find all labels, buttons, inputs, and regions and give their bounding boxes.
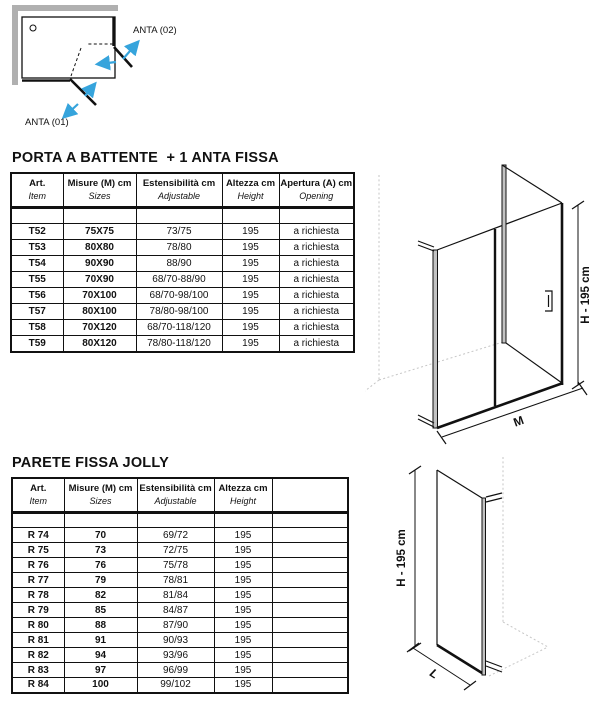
arrow-anta02-out-icon [123,43,137,59]
table-row: T58 70X120 68/70-118/120 195 a richiesta [11,320,354,336]
col-misure: Misure (M) cm Sizes [63,173,136,208]
arrow-anta01-out-icon [65,104,78,116]
opening-direction-arrows [65,43,137,116]
dim-width-label: L [427,665,442,682]
construction-dotted-lines [489,457,548,676]
table2-header-row [12,478,348,513]
label-anta02: ANTA (02) [133,25,177,36]
door-swing-dashed [71,44,113,76]
table-row: T57 80X100 78/80-98/100 195 a richiesta [11,304,354,320]
table-row: R 81 91 90/93 195 [12,633,348,648]
iso-drawing-fixed-panel [390,445,604,712]
arrow-anta01-in-icon [85,85,94,96]
section1-title: PORTA A BATTENTE + 1 ANTA FISSA [12,150,279,166]
col-altezza: Altezza cm Height [222,173,279,208]
open-doors [70,47,132,105]
parete-fissa-table [11,477,349,694]
iso-drawing-door-assembly [365,145,604,445]
door-anta02-open [114,47,132,67]
table-row: R 83 97 96/99 195 [12,663,348,678]
col-altezza: Altezza cm Height [214,478,272,513]
dim-height-label: H - 195 cm [580,266,592,324]
dimension-width [437,382,587,444]
door-anta01-open [70,79,96,105]
dimension-height [572,201,592,389]
dimension-width [407,643,476,690]
shower-tray-outline [22,17,115,78]
col-estensibilita: Estensibilità cm Adjustable [137,478,214,513]
col-art: Art. Item [12,478,64,513]
col-empty [272,478,348,513]
table-row: T52 75X75 73/75 195 a richiesta [11,224,354,240]
table-row: T54 90X90 88/90 195 a richiesta [11,256,354,272]
door-handle-icon [545,291,552,311]
plan-diagram [0,0,310,140]
dim-height-label: H - 195 cm [396,529,408,587]
dimension-height [396,466,421,651]
wall-profile-ticks [486,493,502,672]
table-row: T53 80X80 78/80 195 a richiesta [11,240,354,256]
col-art: Art. Item [11,173,63,208]
spacer-row [12,513,348,528]
table-row: R 82 94 93/96 195 [12,648,348,663]
table-row: R 75 73 72/75 195 [12,543,348,558]
col-apertura: Apertura (A) cm Opening [279,173,354,208]
table1-header-row [11,173,354,208]
table-row: R 74 70 69/72 195 [12,528,348,543]
col-misure: Misure (M) cm Sizes [64,478,137,513]
dim-width-label: M [511,412,526,430]
label-anta01: ANTA (01) [25,117,69,128]
table-row: R 80 88 87/90 195 [12,618,348,633]
table-row: R 77 79 78/81 195 [12,573,348,588]
table-row: T55 70X90 68/70-88/90 195 a richiesta [11,272,354,288]
col-estensibilita: Estensibilità cm Adjustable [136,173,222,208]
spacer-row [11,208,354,224]
wall-profile [418,241,438,428]
table-row: T56 70X100 68/70-98/100 195 a richiesta [11,288,354,304]
table-row: R 76 76 75/78 195 [12,558,348,573]
table-row: R 79 85 84/87 195 [12,603,348,618]
drain-icon [30,25,36,31]
table-row: R 84 100 99/102 195 [12,678,348,693]
table-row: T59 80X120 78/80-118/120 195 a richiesta [11,336,354,352]
table-row: R 78 82 81/84 195 [12,588,348,603]
arrow-anta02-in-icon [99,62,116,64]
section2-title: PARETE FISSA JOLLY [12,455,169,471]
glass-panel [437,470,486,675]
porta-battente-table [10,172,355,353]
glass-panels [437,165,563,428]
